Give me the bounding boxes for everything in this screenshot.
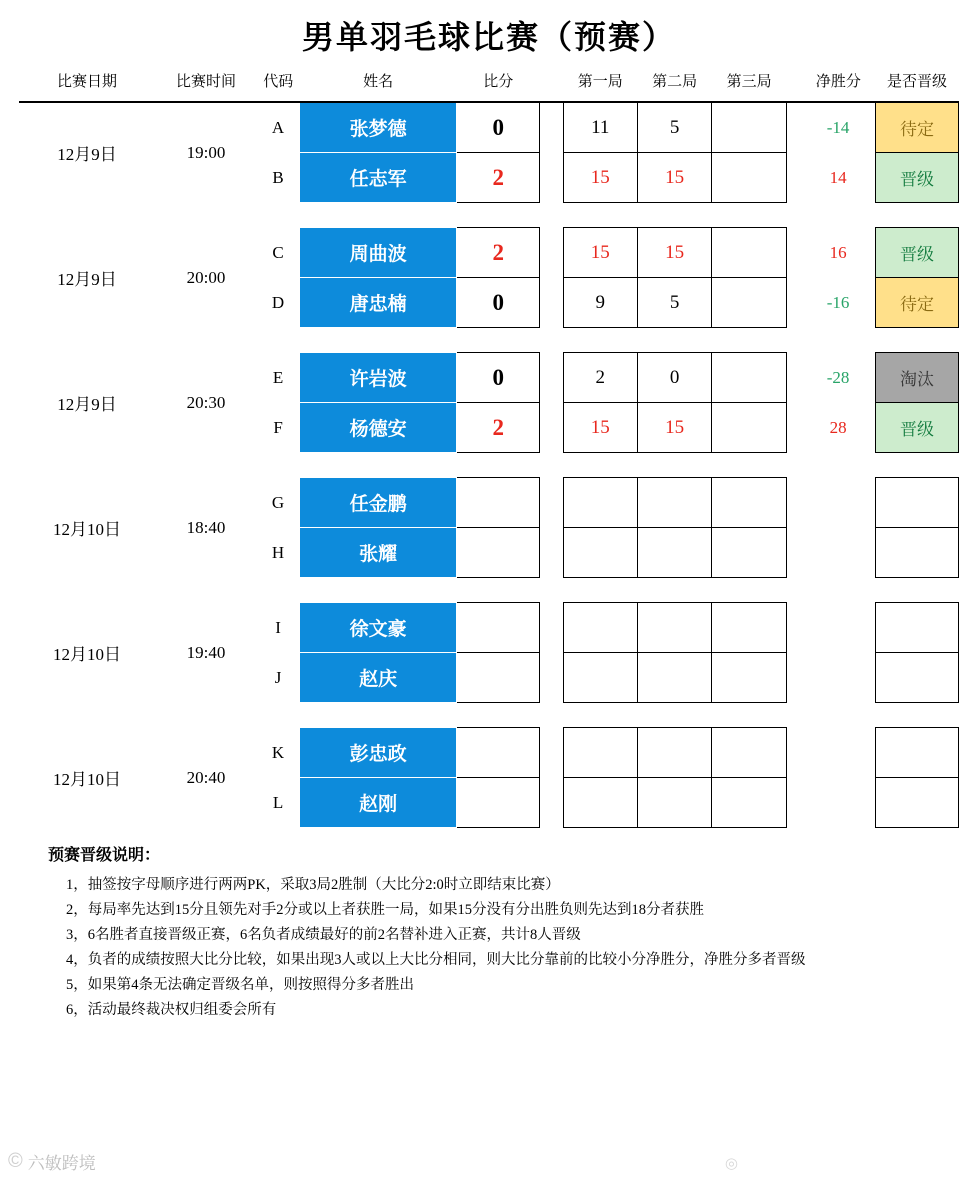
- set1-score[interactable]: [563, 778, 637, 828]
- table-row: [19, 228, 959, 278]
- player-name: 赵刚: [300, 778, 457, 828]
- set2-score[interactable]: [637, 653, 711, 703]
- player-code: D: [271, 292, 285, 312]
- player-score[interactable]: [457, 528, 540, 578]
- set1-score[interactable]: 15: [563, 403, 637, 453]
- set3-score[interactable]: [712, 528, 786, 578]
- player-name: 彭忠政: [300, 728, 457, 778]
- player-code: J: [274, 667, 282, 687]
- set1-score[interactable]: 9: [563, 278, 637, 328]
- set1-score[interactable]: 11: [563, 102, 637, 153]
- player-name: 张耀: [300, 528, 457, 578]
- set2-score[interactable]: 15: [637, 153, 711, 203]
- gap: [540, 353, 563, 453]
- gap: [540, 102, 563, 203]
- status-badge[interactable]: 晋级: [876, 403, 959, 453]
- col-header-time: 比赛时间: [176, 74, 237, 90]
- match-date: 12月9日: [57, 270, 117, 289]
- set1-score[interactable]: [563, 603, 637, 653]
- set3-score[interactable]: [712, 228, 786, 278]
- net-points: [801, 653, 875, 703]
- match-date: 12月10日: [53, 520, 122, 539]
- net-points: [801, 603, 875, 653]
- status-badge[interactable]: [876, 778, 959, 828]
- set3-score[interactable]: [712, 403, 786, 453]
- set2-score[interactable]: [637, 778, 711, 828]
- watermark-text: 六敏跨境: [27, 1154, 96, 1173]
- set3-score[interactable]: [712, 278, 786, 328]
- set2-score[interactable]: [637, 478, 711, 528]
- gap: [540, 228, 563, 328]
- set3-score[interactable]: [712, 153, 786, 203]
- net-points: -28: [826, 367, 850, 387]
- set1-score[interactable]: [563, 653, 637, 703]
- gap-2: [786, 728, 801, 828]
- player-score[interactable]: 2: [457, 228, 540, 278]
- player-code: G: [271, 492, 285, 512]
- set2-score[interactable]: 0: [637, 353, 711, 403]
- set3-score[interactable]: [712, 778, 786, 828]
- note-item: 2，每局率先达到15分且领先对手2分或以上者获胜一局，如果15分没有分出胜负则先达到18分者获胜: [66, 901, 704, 918]
- set2-score[interactable]: 5: [637, 102, 711, 153]
- status-badge[interactable]: 待定: [876, 102, 959, 153]
- table-row: [19, 603, 959, 653]
- notes-section: [48, 842, 978, 1023]
- status-badge[interactable]: [876, 528, 959, 578]
- col-header-date: 比赛日期: [57, 74, 118, 90]
- player-score[interactable]: 2: [457, 403, 540, 453]
- col-header-set1: 第一局: [577, 74, 623, 90]
- set1-score[interactable]: [563, 528, 637, 578]
- schedule-table: [19, 64, 959, 828]
- net-points: -14: [826, 117, 850, 137]
- match-date: 12月10日: [53, 645, 122, 664]
- player-code: H: [271, 542, 285, 562]
- gap-2: [786, 603, 801, 703]
- match-time: 19:40: [186, 642, 226, 662]
- player-code: E: [272, 367, 284, 387]
- status-badge[interactable]: [876, 653, 959, 703]
- player-name: 唐忠楠: [300, 278, 457, 328]
- table-row: [19, 478, 959, 528]
- col-header-set2: 第二局: [652, 74, 698, 90]
- col-header-code: 代码: [263, 74, 294, 90]
- note-item: 6，活动最终裁决权归组委会所有: [66, 1001, 277, 1018]
- match-date: 12月9日: [57, 395, 117, 414]
- row-spacer: [19, 703, 959, 728]
- player-name: 任金鹏: [300, 478, 457, 528]
- player-score[interactable]: 0: [457, 102, 540, 153]
- status-badge[interactable]: 待定: [876, 278, 959, 328]
- gap-2: [786, 102, 801, 203]
- player-score[interactable]: [457, 478, 540, 528]
- set1-score[interactable]: 15: [563, 153, 637, 203]
- match-time: 20:00: [186, 267, 226, 287]
- set3-score[interactable]: [712, 653, 786, 703]
- player-code: A: [271, 117, 285, 137]
- status-badge[interactable]: [876, 728, 959, 778]
- gap: [540, 603, 563, 703]
- player-code: B: [272, 167, 284, 187]
- gap: [540, 478, 563, 578]
- match-date: 12月9日: [57, 145, 117, 165]
- set2-score[interactable]: 15: [637, 403, 711, 453]
- table-row: [19, 353, 959, 403]
- player-score[interactable]: [457, 778, 540, 828]
- page-title: 男单羽毛球比赛（预赛）: [301, 19, 676, 55]
- status-badge[interactable]: 淘汰: [876, 353, 959, 403]
- match-time: 20:30: [186, 392, 226, 412]
- set1-score[interactable]: 15: [563, 228, 637, 278]
- table-header-row: [19, 64, 959, 99]
- player-name: 张梦德: [300, 102, 457, 153]
- col-header-name: 姓名: [363, 74, 394, 90]
- row-spacer: [19, 578, 959, 603]
- status-badge[interactable]: 晋级: [876, 228, 959, 278]
- set1-score[interactable]: [563, 478, 637, 528]
- note-item: 1，抽签按字母顺序进行两两PK，采取3局2胜制（大比分2:0时立即结束比赛）: [66, 877, 560, 893]
- set2-score[interactable]: 5: [637, 278, 711, 328]
- net-points: [801, 728, 875, 778]
- col-header-set3: 第三局: [726, 74, 772, 90]
- set3-score[interactable]: [712, 353, 786, 403]
- status-badge[interactable]: 晋级: [876, 153, 959, 203]
- set3-score[interactable]: [712, 603, 786, 653]
- player-name: 周曲波: [300, 228, 457, 278]
- match-date: 12月10日: [53, 770, 122, 789]
- player-code: F: [273, 417, 283, 437]
- player-name: 赵庆: [300, 653, 457, 703]
- player-score[interactable]: 0: [457, 278, 540, 328]
- match-time: 19:00: [186, 142, 226, 162]
- row-spacer: [19, 453, 959, 478]
- net-points: 16: [829, 242, 847, 262]
- player-score[interactable]: 0: [457, 353, 540, 403]
- net-points: [801, 528, 875, 578]
- player-score[interactable]: 2: [457, 153, 540, 203]
- gap-2: [786, 478, 801, 578]
- set2-score[interactable]: [637, 528, 711, 578]
- match-time: 20:40: [186, 767, 226, 787]
- net-points: -16: [826, 292, 850, 312]
- row-spacer: [19, 203, 959, 228]
- col-header-score: 比分: [483, 74, 514, 90]
- player-name: 杨德安: [300, 403, 457, 453]
- net-points: 28: [829, 417, 847, 437]
- set3-score[interactable]: [712, 478, 786, 528]
- player-code: C: [272, 242, 284, 262]
- net-points: [801, 478, 875, 528]
- player-code: K: [271, 742, 285, 762]
- header-gap: [540, 64, 563, 99]
- player-name: 任志军: [300, 153, 457, 203]
- net-points: [801, 778, 875, 828]
- player-name: 徐文豪: [300, 603, 457, 653]
- watermark: [8, 1149, 96, 1174]
- set2-score[interactable]: [637, 728, 711, 778]
- status-badge[interactable]: [876, 478, 959, 528]
- player-score[interactable]: [457, 653, 540, 703]
- row-spacer: [19, 328, 959, 353]
- note-item: 3，6名胜者直接晋级正赛，6名负者成绩最好的前2名替补进入正赛，共计8人晋级: [66, 926, 581, 943]
- copyright-icon: ©: [8, 1150, 23, 1172]
- table-row: [19, 102, 959, 153]
- player-name: 许岩波: [300, 353, 457, 403]
- net-points: 14: [829, 167, 847, 187]
- col-header-status: 是否晋级: [887, 74, 948, 90]
- gap: [540, 728, 563, 828]
- notes-heading: 预赛晋级说明：: [48, 847, 161, 864]
- set1-score[interactable]: [563, 728, 637, 778]
- gap-2: [786, 353, 801, 453]
- header-gap-2: [786, 64, 801, 99]
- note-item: 5，如果第4条无法确定晋级名单，则按照得分多者胜出: [66, 976, 414, 993]
- set2-score[interactable]: 15: [637, 228, 711, 278]
- watermark-secondary-icon: ◎: [724, 1155, 738, 1172]
- player-code: I: [275, 617, 281, 637]
- player-score[interactable]: [457, 603, 540, 653]
- player-code: L: [272, 792, 284, 812]
- note-item: 4，负者的成绩按照大比分比较，如果出现3人或以上大比分相同，则大比分靠前的比较小分净胜分，净胜分多者晋级: [66, 951, 806, 968]
- col-header-net: 净胜分: [815, 74, 861, 90]
- gap-2: [786, 228, 801, 328]
- player-score[interactable]: [457, 728, 540, 778]
- match-time: 18:40: [186, 517, 226, 537]
- set1-score[interactable]: 2: [563, 353, 637, 403]
- set3-score[interactable]: [712, 728, 786, 778]
- set2-score[interactable]: [637, 603, 711, 653]
- status-badge[interactable]: [876, 603, 959, 653]
- set3-score[interactable]: [712, 102, 786, 153]
- table-row: [19, 728, 959, 778]
